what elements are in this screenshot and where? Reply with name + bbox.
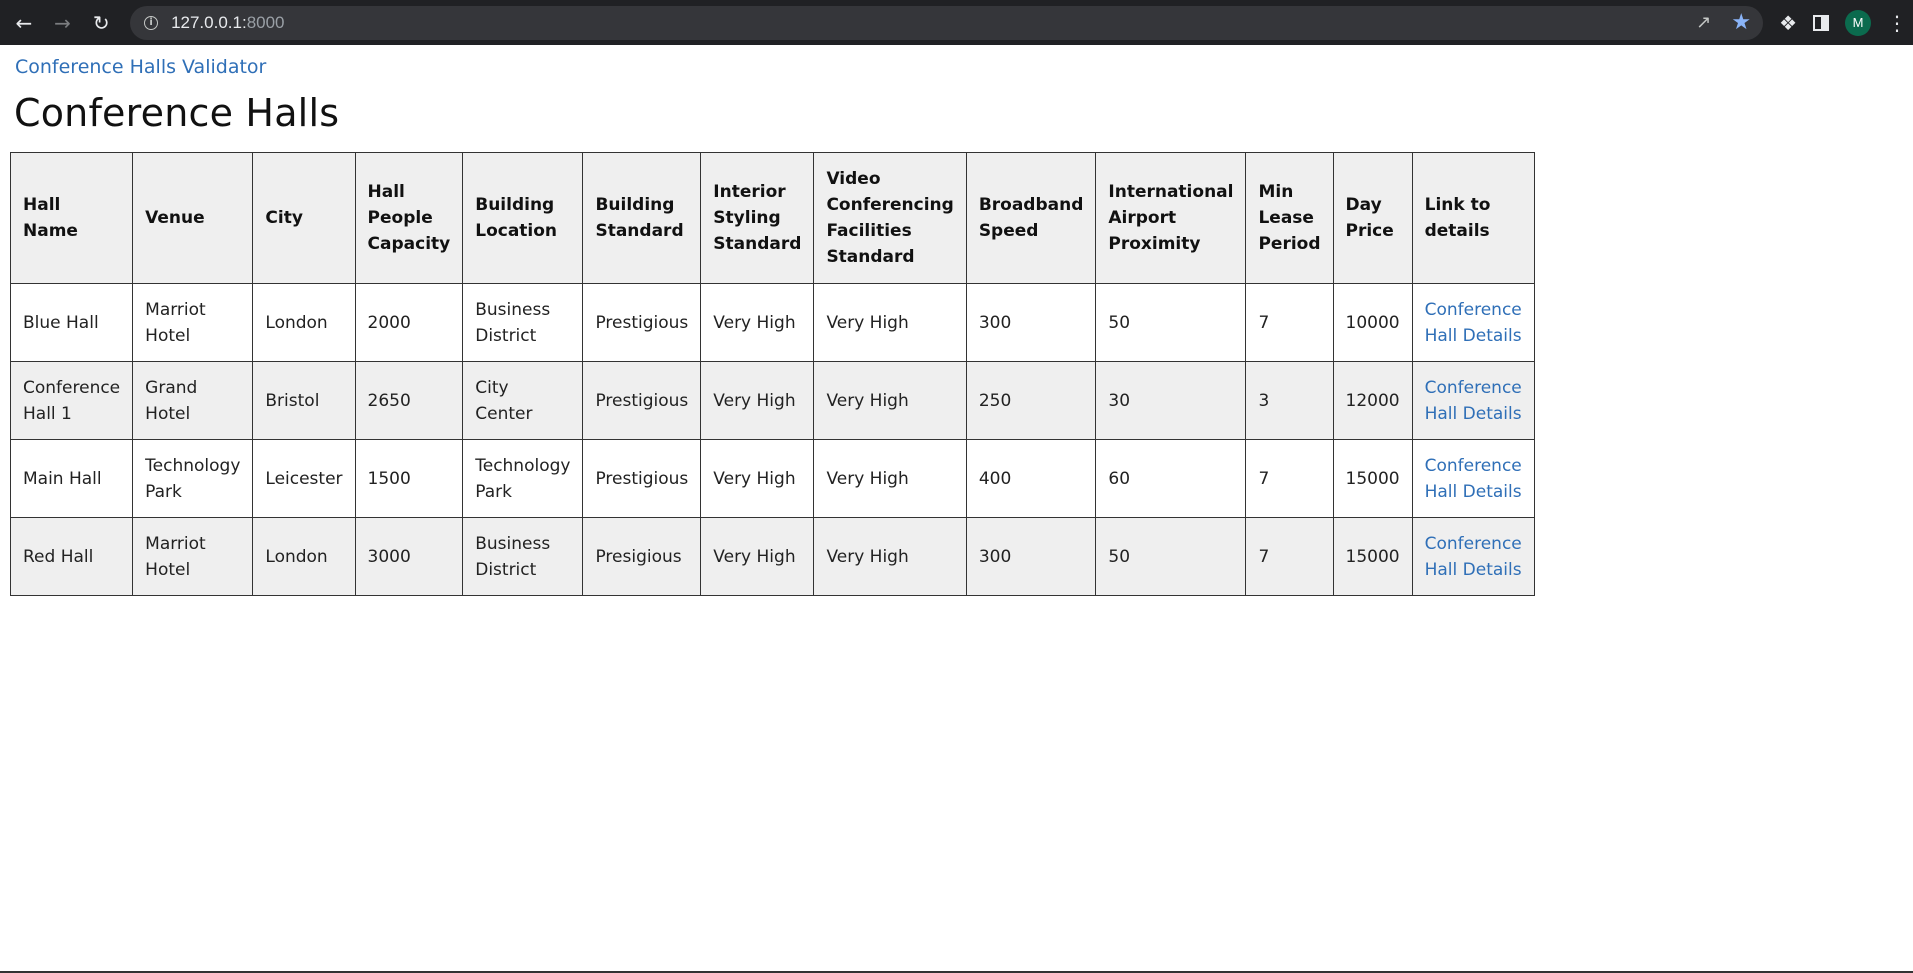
cell-interior-styling: Very High bbox=[701, 440, 814, 518]
cell-broadband-speed: 250 bbox=[966, 362, 1096, 440]
cell-link bbox=[1412, 362, 1534, 440]
cell-building-location: City Center bbox=[463, 362, 583, 440]
hall-details-link[interactable]: Conference Hall Details bbox=[1424, 455, 1522, 502]
cell-venue: Technology Park bbox=[133, 440, 253, 518]
column-header-video-conferencing: Video Conferencing Facilities Standard bbox=[814, 153, 966, 284]
cell-capacity: 2650 bbox=[355, 362, 463, 440]
cell-airport-proximity: 50 bbox=[1096, 518, 1246, 596]
url-port: 8000 bbox=[246, 12, 285, 32]
back-arrow-icon[interactable]: ← bbox=[15, 10, 33, 35]
column-header-day-price: Day Price bbox=[1333, 153, 1412, 284]
more-menu-icon[interactable]: ⋮ bbox=[1887, 10, 1907, 35]
cell-airport-proximity: 30 bbox=[1096, 362, 1246, 440]
column-header-building-location: Building Location bbox=[463, 153, 583, 284]
cell-broadband-speed: 300 bbox=[966, 518, 1096, 596]
extensions-puzzle-icon[interactable]: ❖ bbox=[1779, 10, 1797, 35]
cell-hall-name: Conference Hall 1 bbox=[11, 362, 133, 440]
cell-link bbox=[1412, 440, 1534, 518]
table-row bbox=[11, 362, 1535, 440]
hall-details-link[interactable]: Conference Hall Details bbox=[1424, 377, 1522, 424]
column-header-venue: Venue bbox=[133, 153, 253, 284]
profile-avatar[interactable]: M bbox=[1845, 10, 1871, 36]
cell-video-conferencing: Very High bbox=[814, 284, 966, 362]
column-header-broadband-speed: Broadband Speed bbox=[966, 153, 1096, 284]
url-host: 127.0.0.1: bbox=[171, 12, 247, 32]
column-header-capacity: Hall People Capacity bbox=[355, 153, 463, 284]
bookmark-star-icon[interactable]: ★ bbox=[1731, 10, 1752, 35]
forward-arrow-icon[interactable]: → bbox=[54, 10, 71, 35]
cell-interior-styling: Very High bbox=[701, 284, 814, 362]
cell-link bbox=[1412, 284, 1534, 362]
cell-day-price: 12000 bbox=[1333, 362, 1412, 440]
cell-capacity: 1500 bbox=[355, 440, 463, 518]
cell-venue: Grand Hotel bbox=[133, 362, 253, 440]
cell-city: Bristol bbox=[253, 362, 355, 440]
cell-venue: Marriot Hotel bbox=[133, 284, 253, 362]
address-bar[interactable] bbox=[130, 6, 1763, 40]
cell-venue: Marriot Hotel bbox=[133, 518, 253, 596]
cell-video-conferencing: Very High bbox=[814, 440, 966, 518]
table-header-row bbox=[11, 153, 1535, 284]
cell-city: Leicester bbox=[253, 440, 355, 518]
browser-toolbar bbox=[0, 0, 1913, 45]
side-panel-icon[interactable] bbox=[1813, 15, 1829, 31]
cell-city: London bbox=[253, 518, 355, 596]
cell-building-standard: Presigious bbox=[583, 518, 701, 596]
cell-broadband-speed: 300 bbox=[966, 284, 1096, 362]
cell-min-lease: 3 bbox=[1246, 362, 1333, 440]
hall-details-link[interactable]: Conference Hall Details bbox=[1424, 533, 1522, 580]
cell-min-lease: 7 bbox=[1246, 440, 1333, 518]
table-row bbox=[11, 284, 1535, 362]
cell-airport-proximity: 50 bbox=[1096, 284, 1246, 362]
column-header-city: City bbox=[253, 153, 355, 284]
column-header-link: Link to details bbox=[1412, 153, 1534, 284]
column-header-airport-proximity: International Airport Proximity bbox=[1096, 153, 1246, 284]
cell-video-conferencing: Very High bbox=[814, 518, 966, 596]
cell-hall-name: Main Hall bbox=[11, 440, 133, 518]
table-row bbox=[11, 440, 1535, 518]
brand-link[interactable]: Conference Halls Validator bbox=[15, 56, 267, 78]
cell-capacity: 2000 bbox=[355, 284, 463, 362]
cell-link bbox=[1412, 518, 1534, 596]
cell-hall-name: Red Hall bbox=[11, 518, 133, 596]
cell-building-standard: Prestigious bbox=[583, 362, 701, 440]
cell-building-location: Business District bbox=[463, 284, 583, 362]
cell-min-lease: 7 bbox=[1246, 518, 1333, 596]
cell-min-lease: 7 bbox=[1246, 284, 1333, 362]
page-title: Conference Halls bbox=[14, 91, 340, 135]
reload-icon[interactable]: ↻ bbox=[92, 10, 110, 35]
cell-airport-proximity: 60 bbox=[1096, 440, 1246, 518]
table-row bbox=[11, 518, 1535, 596]
cell-building-location: Technology Park bbox=[463, 440, 583, 518]
share-icon[interactable]: ↗ bbox=[1696, 12, 1712, 33]
cell-building-standard: Prestigious bbox=[583, 440, 701, 518]
cell-interior-styling: Very High bbox=[701, 518, 814, 596]
cell-day-price: 15000 bbox=[1333, 518, 1412, 596]
site-info-icon[interactable]: i bbox=[144, 16, 158, 30]
column-header-interior-styling: Interior Styling Standard bbox=[701, 153, 814, 284]
cell-building-location: Business District bbox=[463, 518, 583, 596]
cell-video-conferencing: Very High bbox=[814, 362, 966, 440]
column-header-min-lease: Min Lease Period bbox=[1246, 153, 1333, 284]
column-header-building-standard: Building Standard bbox=[583, 153, 701, 284]
conference-halls-table bbox=[10, 152, 1535, 596]
cell-city: London bbox=[253, 284, 355, 362]
url-text[interactable] bbox=[171, 13, 284, 33]
cell-broadband-speed: 400 bbox=[966, 440, 1096, 518]
cell-building-standard: Prestigious bbox=[583, 284, 701, 362]
cell-interior-styling: Very High bbox=[701, 362, 814, 440]
cell-capacity: 3000 bbox=[355, 518, 463, 596]
cell-hall-name: Blue Hall bbox=[11, 284, 133, 362]
cell-day-price: 15000 bbox=[1333, 440, 1412, 518]
column-header-hall-name: Hall Name bbox=[11, 153, 133, 284]
hall-details-link[interactable]: Conference Hall Details bbox=[1424, 299, 1522, 346]
cell-day-price: 10000 bbox=[1333, 284, 1412, 362]
